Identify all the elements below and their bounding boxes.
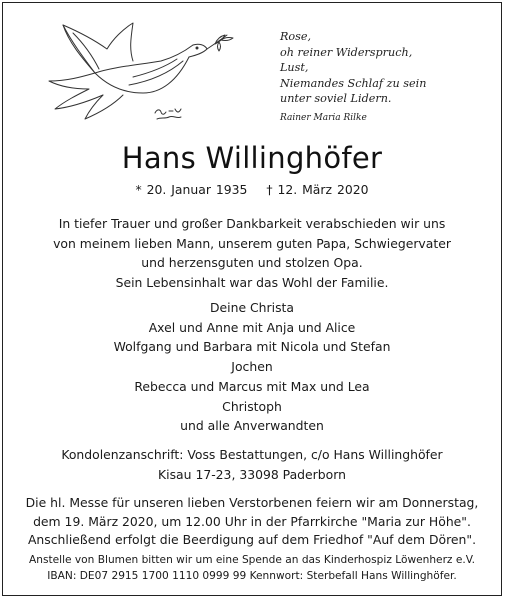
family-list [3, 298, 501, 436]
dove-icon [33, 15, 243, 135]
family-member: Rebecca und Marcus mit Max und Lea [134, 378, 370, 394]
poem-author: Rainer Maria Rilke [280, 112, 367, 123]
poem-line: unter soviel Lidern. [280, 92, 392, 106]
intro-line: und herzensguten und stolzen Opa. [141, 255, 363, 271]
family-member: Axel und Anne mit Anja und Alice [148, 319, 356, 335]
intro-line: In tiefer Trauer und großer Dankbarkeit verabschieden wir uns [58, 216, 446, 231]
intro-line: von meinem lieben Mann, unserem guten Papa, Schwiegervater [53, 235, 451, 251]
donation-line: Anstelle von Blumen bitten wir um eine Spende an das Kinderhospiz Löwenherz e.V. [28, 554, 475, 566]
donation-info [3, 553, 501, 584]
family-member: Jochen [231, 359, 273, 375]
birth-date: * 20. Januar 1935 [135, 182, 248, 197]
poem-line: Niemandes Schlaf zu sein [280, 76, 427, 90]
deceased-name: Hans Willinghöfer [121, 141, 383, 175]
obituary-notice [2, 2, 502, 596]
poem-line: Rose, [280, 30, 312, 43]
address-line: Kondolenzanschrift: Voss Bestattungen, c/o Hans Willinghöfer [61, 447, 443, 462]
life-dates [3, 182, 501, 197]
family-member: und alle Anverwandten [180, 418, 324, 434]
family-member: Christoph [222, 398, 282, 414]
poem [280, 29, 426, 127]
funeral-mass-info [3, 494, 501, 550]
intro-text [3, 214, 501, 293]
condolence-address [3, 445, 501, 484]
address-line: Kisau 17-23, 33098 Paderborn [158, 466, 346, 482]
family-member: Wolfgang und Barbara mit Nicola und Stefan [113, 339, 391, 355]
poem-line: Lust, [280, 61, 309, 75]
intro-line: Sein Lebensinhalt war das Wohl der Familie. [115, 275, 389, 291]
mass-line: dem 19. März 2020, um 12.00 Uhr in der Pfarrkirche "Maria zur Höhe". [33, 513, 471, 529]
mass-line: Die hl. Messe für unseren lieben Verstorbenen feiern wir am Donnerstag, [25, 495, 479, 510]
mass-line: Anschließend erfolgt die Beerdigung auf dem Friedhof "Auf dem Dören". [27, 532, 477, 548]
donation-line: IBAN: DE07 2915 1700 1110 0999 99 Kennwort: Sterbefall Hans Willinghöfer. [47, 569, 457, 582]
poem-line: oh reiner Widerspruch, [280, 45, 413, 59]
death-date: † 12. März 2020 [266, 182, 369, 197]
family-member: Deine Christa [210, 300, 294, 315]
